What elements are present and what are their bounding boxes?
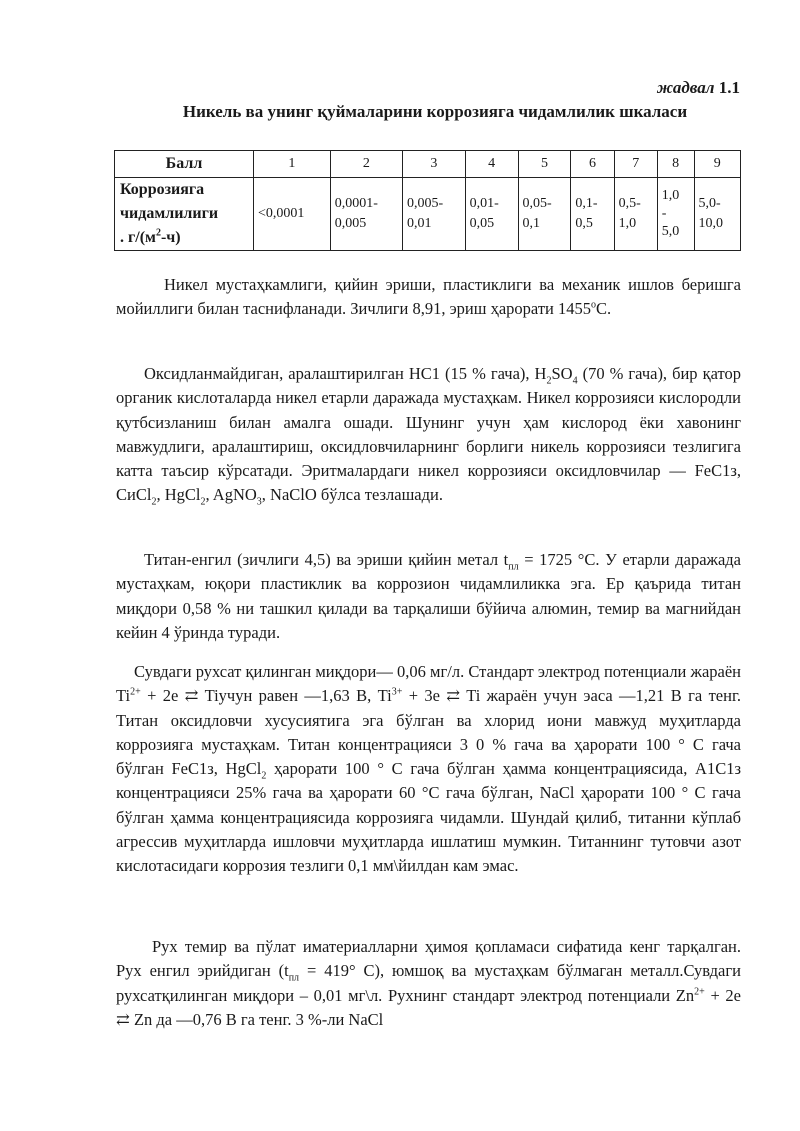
table-caption (657, 78, 740, 98)
header-cell: 1 (254, 151, 331, 178)
row-label-unit: . $г/(м^2-ч)$ (120, 227, 181, 246)
value-cell: <0,0001 (254, 178, 331, 251)
row-label-line: чидамлилиги (120, 205, 219, 222)
header-cell: 2 (330, 151, 402, 178)
corrosion-scale-table (114, 150, 741, 251)
table-header-row (115, 151, 741, 178)
paragraph-titanium-potential: Сувдаги рухсат қилинган миқдори— 0,06 мг/л. Стандарт электрод потенциали жараён $Ti^{2+} + 2e$ ⇄ Tiучун равен —1,63 В, $Ti^{3+} + 3e$ ⇄ Ti жараён учун эаса —1,21 В га тенг. Титан оксидловчи хусусиятига эга бўлган ва хлорид иони мавжуд муҳитларда коррозияга мустаҳкам. Титан концентрацияси 3 0 % гача ва ҳарорати 100 ° С гача бўлган FeC1з, HgCl$_2$ ҳарорати 100 ° С гача бўлган ҳамма концентрациясида, А1С1з концентрацияси 25% гача ва ҳарорати 60 °С гача бўлган, NaCl ҳарорати 100 ° С гача бўлган ҳамма концентрациясида коррозияга чидамли. Шундай қилиб, титанни кўплаб агрессив муҳитларда ишловчи муҳитларда ишлатиш мумкин. Титаннинг тутовчи азот кислотасидаги коррозия тезлиги 0,1 мм\йилдан кам эмас. (116, 662, 741, 876)
header-cell: 8 (657, 151, 694, 178)
header-cell: 3 (403, 151, 466, 178)
value-cell: 0,5- 1,0 (614, 178, 657, 251)
header-cell: 5 (518, 151, 571, 178)
paragraph-nickel-properties: Никел мустаҳкамлиги, қийин эриши, пластиклиги ва механик ишлов беришга мойиллиги билан таснифланади. Зичлиги 8,91, эриш ҳарорати 1455$^o$С. (116, 275, 741, 319)
paragraph-titanium: Титан-енгил (зичлиги 4,5) ва эриши қийин метал $t_{пл} = 1725$ °С. У етарли даражада мустаҳкам, юқори пластиклик ва коррозион чидамлиликка эга. Ер қаърида титан миқдори 0,58 % ни ташкил қилади ва тарқалиши бўйича алюмин, темир ва магнийдан кейин 4 ўринда туради. (116, 550, 741, 642)
paragraph-nickel-corrosion: Оксидланмайдиган, аралаштирилган НС1 (15 % гача), $H_2SO_4$ (70 % гача), бир қатор органик кислоталарда никел етарли даражада мустаҳкам. Никел коррозияси кислородли қутбсизланиш билан амалга ошади. Шунинг учун ҳам кислород ёки хавонинг мавжудлиги, аралаштириш, оксидловчиларнинг борлиги никель коррозияси тезлигига катта таъсир кўрсатади. Эритмалардаги никел коррозияси оксидловчилар — FeC1з, СиCl$_2$, HgCl$_2$, AgNO$_3$, NaClO бўлса тезлашади. (116, 364, 741, 508)
value-cell: 1,0 - 5,0 (657, 178, 694, 251)
value-cell: 0,1- 0,5 (571, 178, 614, 251)
table-title: Никель ва унинг қуймаларини коррозияга чидамлилик шкаласи (182, 102, 688, 121)
paragraph-zinc: Рух темир ва пўлат иматериалларни ҳимоя қопламаси сифатида кенг тарқалган. Рух енгил эрийдиган ($t_{пл} = 419^\circ$ С), юмшоқ ва мустаҳкам бўлмаган металл.Сувдаги рухсатқилинган миқдори – 0,01 мг\л. Рухнинг стандарт электрод потенциали $Zn^{2+} + 2e$ ⇄ Zn да —0,76 В га тенг. 3 %-ли NaCl (116, 937, 741, 1029)
table-caption-word: жадвал (656, 78, 715, 97)
header-cell: 4 (465, 151, 518, 178)
value-cell: 5,0- 10,0 (694, 178, 740, 251)
header-cell: 9 (694, 151, 740, 178)
table-caption-number: 1.1 (718, 78, 740, 97)
header-label-cell: Балл (115, 151, 254, 178)
header-cell: 7 (614, 151, 657, 178)
value-cell: 0,01- 0,05 (465, 178, 518, 251)
row-label-line: Коррозияга (120, 181, 205, 198)
value-cell: 0,05- 0,1 (518, 178, 571, 251)
header-cell: 6 (571, 151, 614, 178)
row-label-cell (115, 178, 254, 251)
value-cell: 0,0001- 0,005 (330, 178, 402, 251)
table-value-row (115, 178, 741, 251)
value-cell: 0,005- 0,01 (403, 178, 466, 251)
